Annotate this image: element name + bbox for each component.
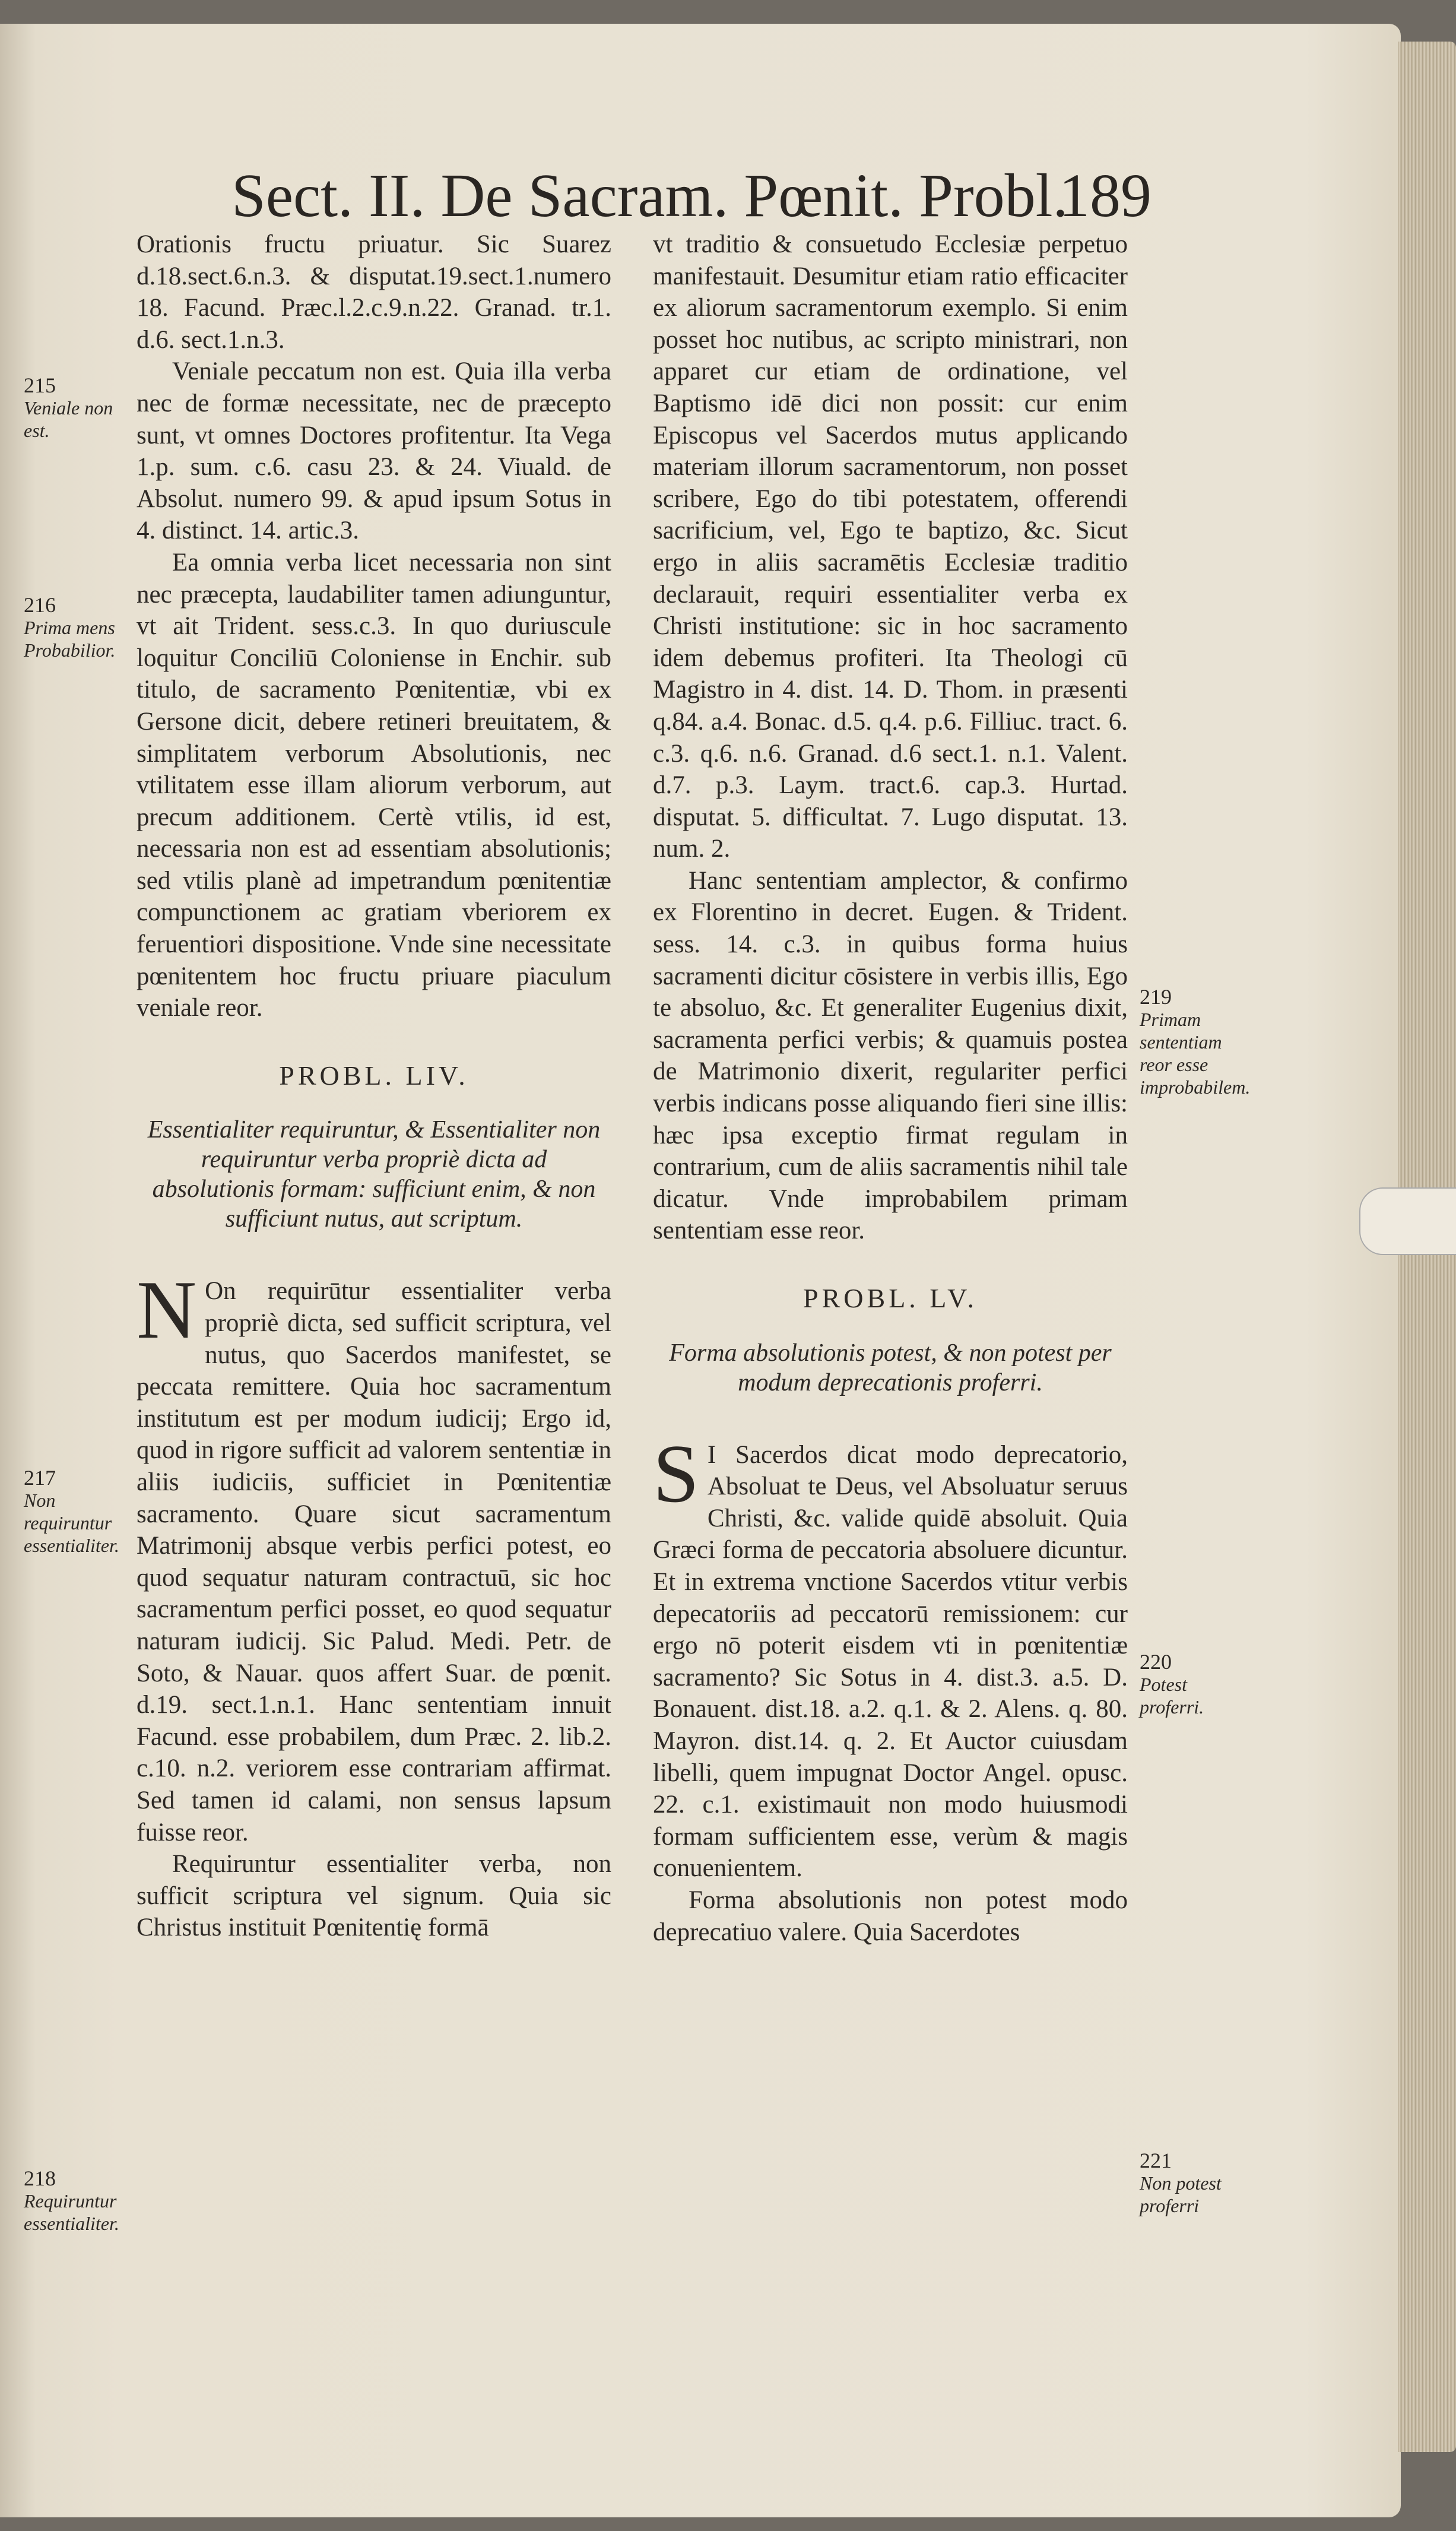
- margin-note-text: Non potest proferri: [1140, 2172, 1222, 2216]
- margin-note-text: Prima mens Probabilior.: [24, 617, 116, 661]
- paragraph: Forma absolutionis non potest modo deprecatiuo valere. Quia Sacerdotes: [653, 1886, 1128, 1946]
- paragraph: Ea omnia verba licet necessaria non sint nec præcepta, laudabiliter tamen adiunguntur, vt ait Trident. sess.c.3. In quo duriuscule loquitur Conciliū Coloniense in Enchir. sub titulo, de sacramento Pœnitentiæ, vbi ex Gersone dicit, debere retineri breuitatem, & simplitatem verborum Absolutionis, nec vtilitatem esse illam aliorum verborum, aut precum additionem. Certè vtilis, id est, necessaria non est ad essentiam absolutionis; sed vtilis planè ad impetrandum pœnitentiæ compunctionem ac gratiam vberiorem ex feruentiori dispositione. Vnde sine necessitate pœnitentem hoc fructu priuare piaculum veniale reor.: [137, 548, 611, 1022]
- margin-note-text: Veniale non est.: [24, 397, 113, 441]
- margin-note-text: Requiruntur essentialiter.: [24, 2190, 119, 2234]
- problem-heading: PROBL. LV.: [803, 1283, 978, 1313]
- margin-note: [24, 1466, 119, 1557]
- book-tab-marker: [1359, 1187, 1456, 1255]
- margin-note-number: 219: [1140, 985, 1172, 1009]
- margin-note: [1140, 985, 1251, 1098]
- margin-note-text: Non requiruntur essentialiter.: [24, 1490, 119, 1556]
- margin-note: [1140, 2149, 1235, 2217]
- margin-note-number: 215: [24, 373, 56, 397]
- margin-note-number: 221: [1140, 2149, 1172, 2172]
- margin-note: [1140, 1651, 1235, 1718]
- margin-note-number: 218: [24, 2166, 56, 2190]
- margin-note-text: Potest proferri.: [1140, 1674, 1204, 1718]
- problem-lemma: Essentialiter requiruntur, & Essentialiter non requiruntur verba propriè dicta ad absolutionis formam: sufficiunt enim, & non sufficiunt nutus, aut scriptum.: [147, 1116, 601, 1233]
- right-column: [653, 229, 1128, 2307]
- problem-lemma: Forma absolutionis potest, & non potest per modum deprecationis proferri.: [669, 1339, 1112, 1396]
- paragraph: Hanc sententiam amplector, & confirmo ex Florentino in decret. Eugen. & Trident. sess. 14. c.3. in quibus forma huius sacramenti dicitur cōsistere in verbis illis, Ego te absoluo, &c. Et generaliter Eugenius dixit, sacramenta perfici verbis; & quamuis postea de Matrimonio dixerit, regulariter perfici verbis indicans posse aliquando fieri sine illis: hæc ipsa exceptio firmat regulam in contrarium, cum de aliis sacramentis nihil tale dicatur. Vnde improbabilem primam sententiam esse reor.: [653, 866, 1128, 1245]
- paragraph: Veniale peccatum non est. Quia illa verba nec de formæ necessitate, nec de præcepto sunt, vt omnes Doctores profitentur. Ita Vega 1.p. sum. c.6. casu 23. & 24. Viuald. de Absolut. numero 99. & apud ipsum Sotus in 4. distinct. 14. artic.3.: [137, 357, 611, 545]
- paragraph: Orationis fructu priuatur. Sic Suarez d.18.sect.6.n.3. & disputat.19.sect.1.numero 18. Facund. Præc.l.2.c.9.n.22. Granad. tr.1. d.6. sect.1.n.3.: [137, 230, 611, 354]
- running-header: [231, 160, 1152, 237]
- paragraph: vt traditio & consuetudo Ecclesiæ perpetuo manifestauit. Desumitur etiam ratio efficaciter ex aliorum sacramentorum exemplo. Si enim posset hoc nutibus, ac scripto ministrari, non apparet cur etiam de ordinatione, vel Baptismo idē dici non possit: cur enim Episcopus vel Sacerdos mutus applicando materiam illorum sacramentorum, non posset scribere, Ego do tibi potestatem, offerendi sacrificium, vel, Ego te baptizo, &c. Sicut ergo in aliis sacramētis Ecclesiæ traditio declarauit, requiri essentialiter verba ex Christi institutione: sic in hoc sacramento idem debemus profiteri. Ita Theologi cū Magistro in 4. dist. 14. D. Thom. in præsenti q.84. a.4. Bonac. d.5. q.4. p.6. Filliuc. tract. 6. c.3. q.6. n.6. Granad. d.6 sect.1. n.1. Valent. d.7. p.3. Laym. tract.6. cap.3. Hurtad. disputat. 5. difficultat. 7. Lugo disputat. 13. num. 2.: [653, 230, 1128, 863]
- margin-note-number: 220: [1140, 1650, 1172, 1674]
- problem-heading: PROBL. LIV.: [279, 1060, 469, 1091]
- margin-note: [24, 2167, 119, 2235]
- margin-note-text: Primam sententiam reor esse improbabilem.: [1140, 1009, 1251, 1098]
- page-number: 189: [1059, 161, 1152, 230]
- margin-note: [24, 374, 119, 442]
- paragraph: NOn requirūtur essentialiter verba propriè dicta, sed sufficit scriptura, vel nutus, quo Sacerdos manifestet, se peccata remittere. Quia hoc sacramentum institutum est per modum iudicij; Ergo id, quod in rigore sufficit ad valorem sententiæ in aliis iudiciis, sufficiet in Pœnitentiæ sacramento. Quare sicut sacramentum Matrimonij absque verbis perfici potest, eo quod sequatur naturam contractuū, sic hoc sacramentum perfici posset, eo quod sequatur naturam iudicij. Sic Palud. Medi. Petr. de Soto, & Nauar. quos affert Suar. de pœnit. d.19. sect.1.n.1. Hanc sententiam innuit Facund. esse probabilem, dum Præc. 2. lib.2. c.10. n.2. veriorem esse contrariam affirmat. Sed tamen id calami, non sensus lapsum fuisse reor.: [137, 1264, 611, 1846]
- margin-note-number: 217: [24, 1466, 56, 1490]
- paragraph: SI Sacerdos dicat modo deprecatorio, Absoluat te Deus, vel Absoluatur seruus Christi, &c. valide quidē absoluit. Quia Græci forma de peccatoria absoluere dicuntur. Et in extrema vnctione Sacerdos vtitur verbis depecatoriis ad peccatorū remissionem: cur ergo nō poterit eisdem vti in pœnitentiæ sacramento? Sic Sotus in 4. dist.3. a.5. D. Bonauent. dist.18. a.2. q.1. & 2. Alens. q. 80. Mayron. dist.14. q. 2. Et Auctor cuiusdam libelli, quem impugnat Doctor Angel. opusc. 22. c.1. existimauit non modo huiusmodi formam sufficientem esse, verùm & magis conuenientem.: [653, 1427, 1128, 1883]
- paragraph: Requiruntur essentialiter verba, non sufficit scriptura vel signum. Quia sic Christus instituit Pœnitentię formā: [137, 1850, 611, 1942]
- book-page: [0, 24, 1401, 2517]
- running-title: Sect. II. De Sacram. Pœnit. Probl.: [231, 161, 1068, 230]
- left-column: [137, 229, 611, 2307]
- margin-note-number: 216: [24, 593, 56, 617]
- margin-note: [24, 594, 119, 661]
